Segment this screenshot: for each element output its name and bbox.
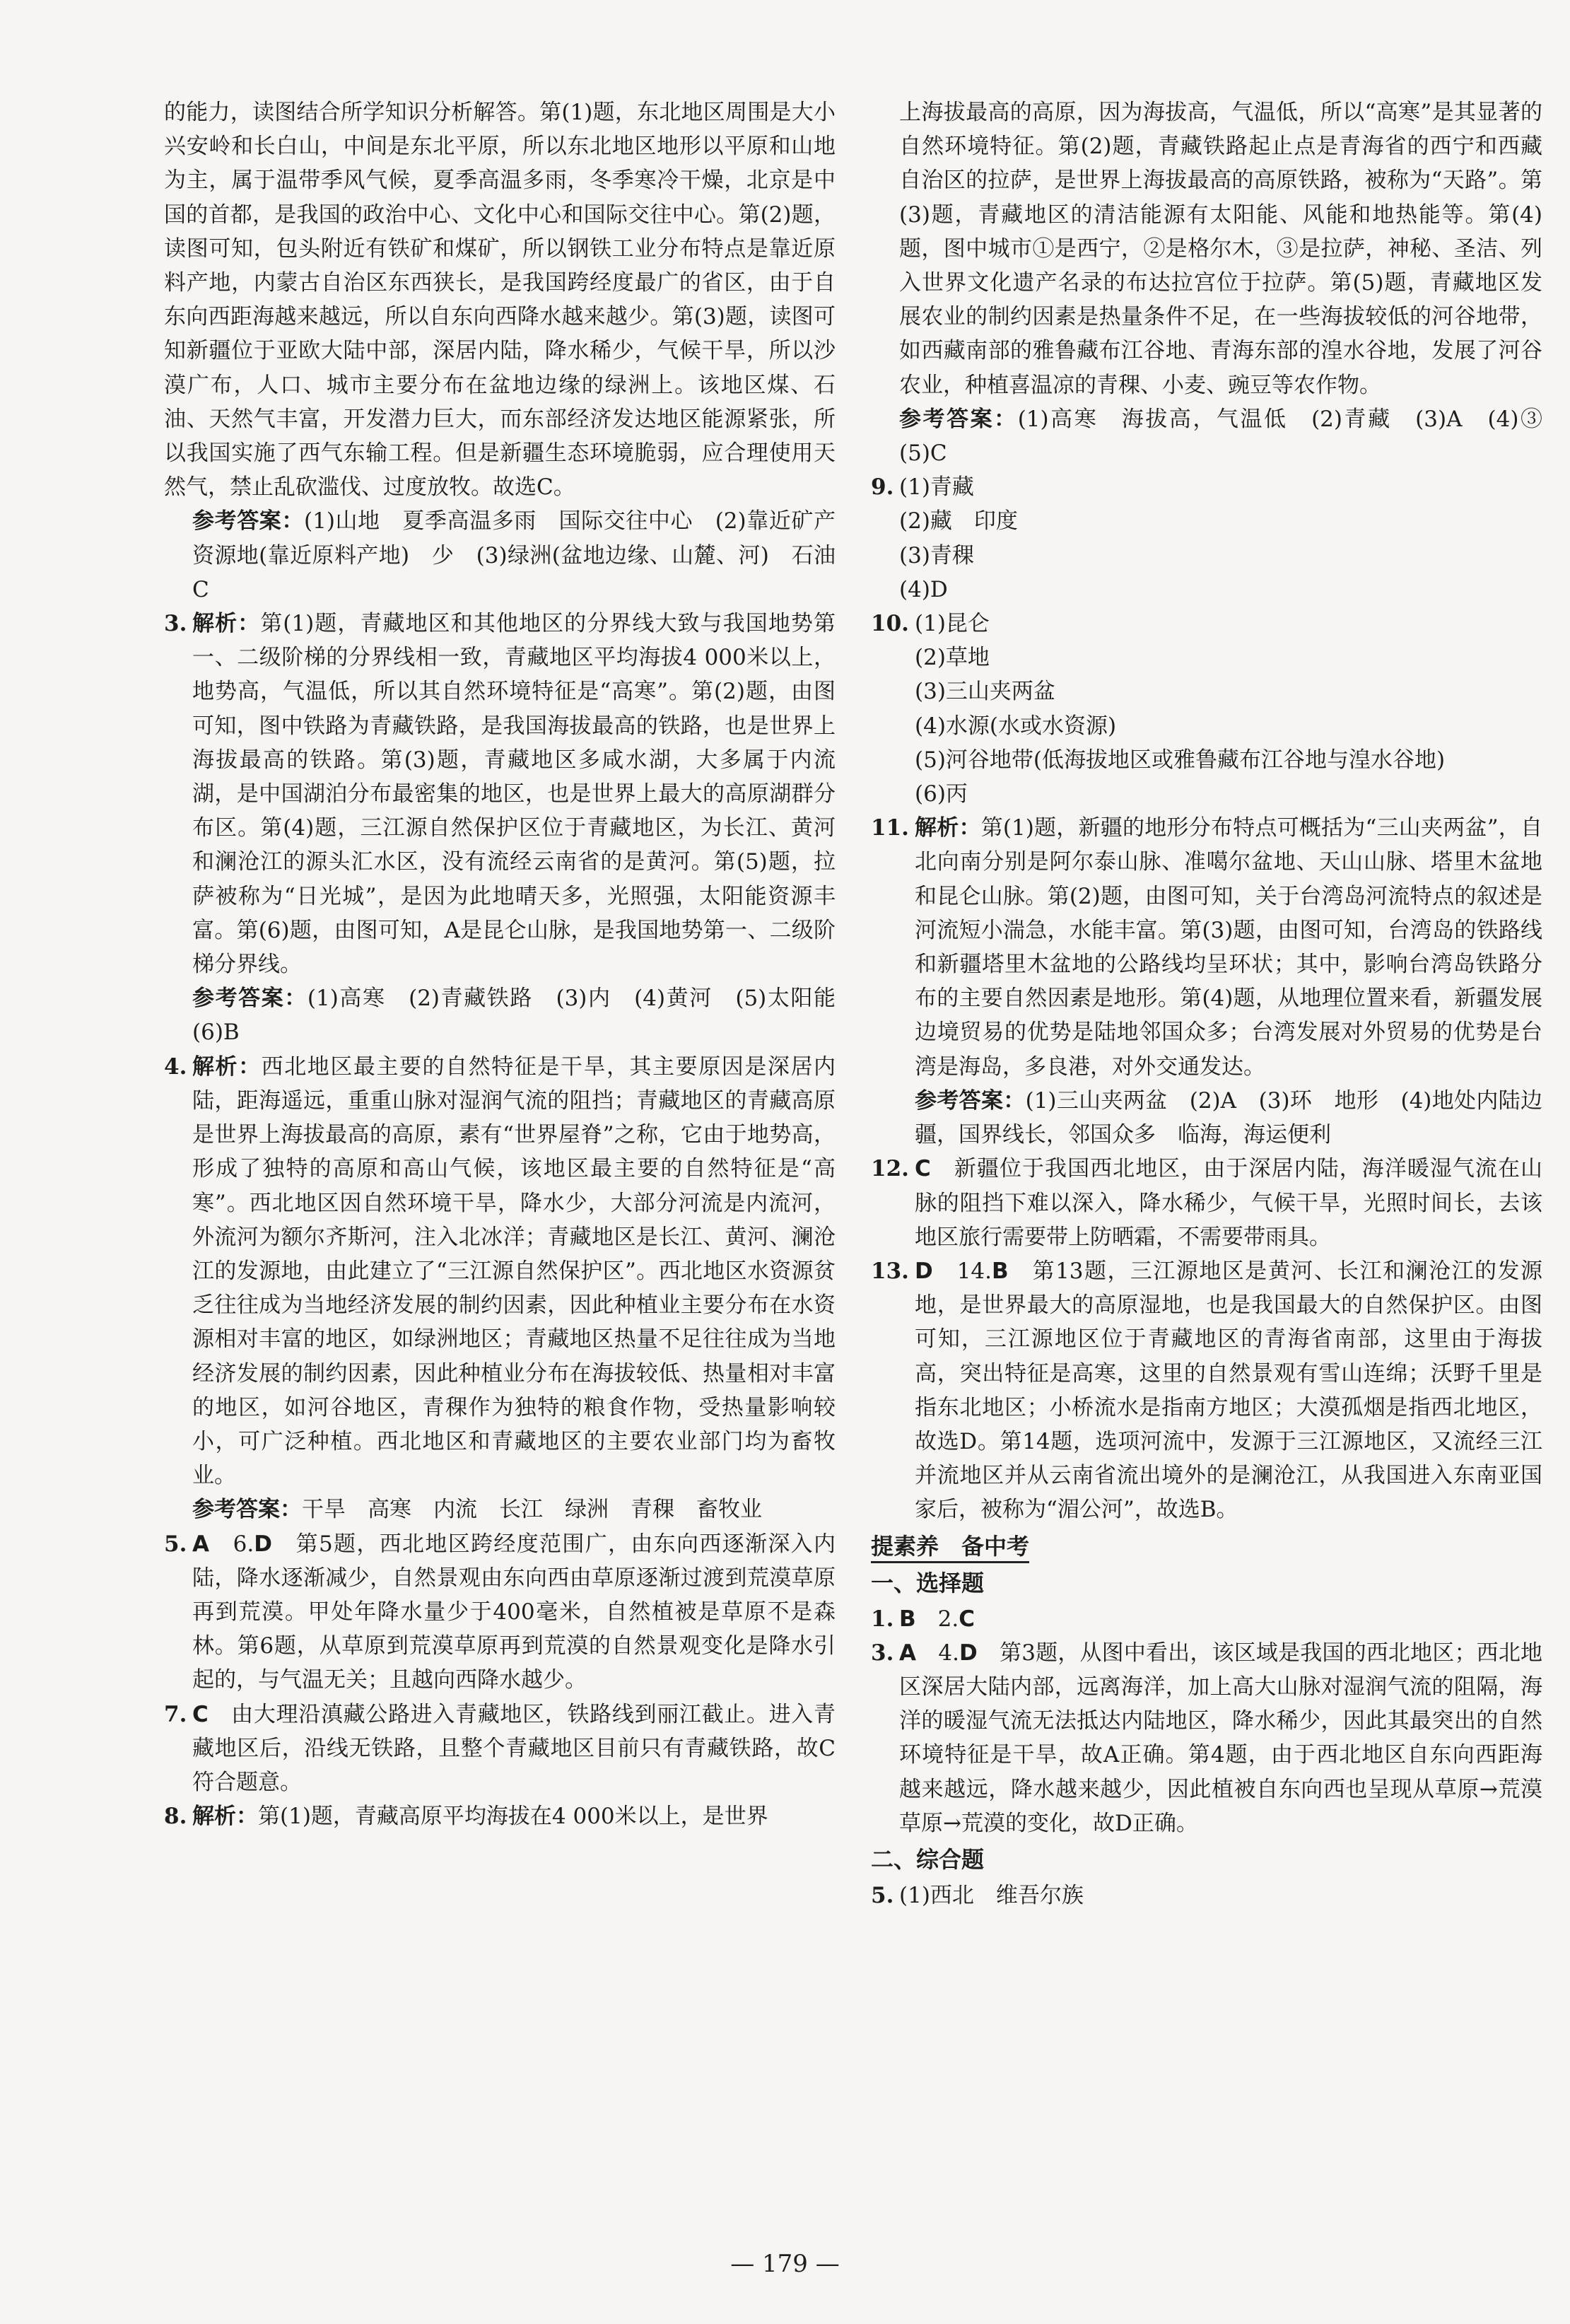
answer-label: 参考答案： xyxy=(192,508,304,535)
answer-text: (1)西北 维吾尔族 xyxy=(899,1882,1084,1908)
answer-line: (1)青藏 xyxy=(899,474,974,501)
question-number: 5. xyxy=(871,1882,894,1908)
question-5-6 xyxy=(164,1527,836,1698)
choice-answer: A xyxy=(899,1640,916,1666)
question-number: 14. xyxy=(956,1258,992,1284)
question-5-comprehensive xyxy=(871,1879,1542,1913)
subsection-choice: 一、选择题 xyxy=(871,1569,985,1596)
answer-text: (1)高寒 海拔高，气温低 (2)青藏 (3)A (4)③ (5)C xyxy=(899,406,1564,467)
question-number: 13. xyxy=(871,1258,909,1284)
question-11 xyxy=(871,811,1542,1084)
analysis-label: 解析： xyxy=(915,815,981,841)
question-7 xyxy=(164,1698,836,1800)
answer-line: (1)昆仑 xyxy=(915,611,990,637)
question-13-14 xyxy=(871,1254,1542,1527)
question-number: 4. xyxy=(938,1640,959,1666)
choice-answer: C xyxy=(959,1606,975,1632)
question-number: 4. xyxy=(164,1053,187,1080)
answer-label: 参考答案： xyxy=(192,1497,302,1523)
question-1-2 xyxy=(871,1602,1542,1636)
analysis-text: 第(1)题，青藏高原平均海拔在4 000米以上，是世界 xyxy=(258,1804,768,1830)
choice-answer: B xyxy=(899,1606,916,1632)
reference-answer-3 xyxy=(164,981,857,1049)
choice-answer: C xyxy=(915,1156,931,1182)
right-column xyxy=(871,95,1564,1913)
section-header xyxy=(871,1529,1542,1564)
answer-text: (1)山地 夏季高温多雨 国际交往中心 (2)靠近矿产资源地(靠近原料产地) 少 (3)绿洲(盆地边缘、山麓、河) 石油 C xyxy=(192,508,857,602)
answer-line: (2)草地 xyxy=(915,645,990,671)
question-4 xyxy=(164,1050,836,1493)
choice-answer: B xyxy=(992,1258,1009,1284)
question-number: 11. xyxy=(871,815,909,841)
question-number: 3. xyxy=(871,1640,894,1666)
question-number: 6. xyxy=(233,1531,254,1557)
choice-answer: D xyxy=(915,1258,933,1284)
question-number: 9. xyxy=(871,474,894,501)
reference-answer-4 xyxy=(164,1493,836,1526)
choice-answer: D xyxy=(254,1531,272,1557)
analysis-text: 由大理沿滇藏公路进入青藏地区，铁路线到丽江截止。进入青藏地区后，沿线无铁路，且整个青藏地区目前只有青藏铁路，故C符合题意。 xyxy=(192,1701,836,1795)
question-12 xyxy=(871,1152,1542,1254)
reference-answer-8 xyxy=(871,402,1564,470)
reference-answer-2 xyxy=(164,504,857,607)
answer-line: (3)三山夹两盆 xyxy=(915,679,1055,705)
analysis-text: 第(1)题，青藏地区和其他地区的分界线大致与我国地势第一、二级阶梯的分界线相一致，青藏地区平均海拔4 000米以上，地势高，气温低，所以其自然环境特征是“高寒”。第(2)题，由图可知，图中铁路为青藏铁路，是我国海拔最高的铁路，也是世界上海拔最高的铁路。第(3)题，青藏地区多咸水湖，大多属于内流湖，是中国湖泊分布最密集的地区，也是世界上最大的高原湖群分布区。第(4)题，三江源自然保护区位于青藏地区，为长江、黄河和澜沧江的源头汇水区，没有流经云南省的是黄河。第(5)题，拉萨被称为“日光城”，是因为此地晴天多，光照强，太阳能资源丰富。第(6)题，由图可知，A是昆仑山脉，是我国地势第一、二级阶梯分界线。 xyxy=(192,611,836,978)
answer-explanation-continued: 的能力，读图结合所学知识分析解答。第(1)题，东北地区周围是大小兴安岭和长白山，中间是东北平原，所以东北地区地形以平原和山地为主，属于温带季风气候，夏季高温多雨，冬季寒冷干燥，北京是中国的首都，是我国的政治中心、文化中心和国际交往中心。第(2)题，读图可知，包头附近有铁矿和煤矿，所以钢铁工业分布特点是靠近原料产地，内蒙古自治区东西狭长，是我国跨经度最广的省区，由于自东向西距海越来越远，所以自东向西降水越来越少。第(3)题，读图可知新疆位于亚欧大陆中部，深居内陆，降水稀少，气候干旱，所以沙漠广布，人口、城市主要分布在盆地边缘的绿洲上。该地区煤、石油、天然气丰富，开发潜力巨大，而东部经济发达地区能源紧张，所以我国实施了西气东输工程。但是新疆生态环境脆弱，应合理使用天然气，禁止乱砍滥伐、过度放牧。故选C。 xyxy=(164,100,836,501)
answer-label: 参考答案： xyxy=(915,1087,1026,1114)
answer-line: (5)河谷地带(低海拔地区或雅鲁藏布江谷地与湟水谷地) xyxy=(915,747,1446,773)
choice-answer: A xyxy=(192,1531,209,1557)
question-number: 3. xyxy=(164,611,187,637)
analysis-label: 解析： xyxy=(192,611,261,637)
question-number: 8. xyxy=(164,1804,187,1830)
choice-answer: C xyxy=(192,1701,209,1727)
answer-line: (4)水源(水或水资源) xyxy=(915,713,1117,739)
question-number: 10. xyxy=(871,611,909,637)
question-number: 1. xyxy=(871,1606,894,1632)
question-number: 2. xyxy=(937,1606,959,1632)
analysis-text: 西北地区最主要的自然特征是干旱，其主要原因是深居内陆，距海遥远，重重山脉对湿润气流的阻挡；青藏地区的青藏高原是世界上海拔最高的高原，素有“世界屋脊”之称，它由于地势高，形成了独特的高原和高山气候，该地区最主要的自然特征是“高寒”。西北地区因自然环境干旱，降水少，大部分河流是内流河，外流河为额尔齐斯河，注入北冰洋；青藏地区是长江、黄河、澜沧江的发源地，由此建立了“三江源自然保护区”。西北地区水资源贫乏往往成为当地经济发展的制约因素，因此种植业主要分布在水资源相对丰富的地区，如绿洲地区；青藏地区热量不足往往成为当地经济发展的制约因素，因此种植业分布在海拔较低、热量相对丰富的地区，如河谷地区，青稞作为独特的粮食作物，受热量影响较小，可广泛种植。西北地区和青藏地区的主要农业部门均为畜牧业。 xyxy=(192,1053,836,1489)
subsection-comprehensive: 二、综合题 xyxy=(871,1845,985,1873)
analysis-label: 解析： xyxy=(192,1804,258,1830)
analysis-text: 第13题，三江源地区是黄河、长江和澜沧江的发源地，是世界最大的高原湿地，也是我国最大的自然保护区。由图可知，三江源地区位于青藏地区的青海省南部，这里由于海拔高，突出特征是高寒，这里的自然景观有雪山连绵；沃野千里是指东北地区；小桥流水是指南方地区；大漠孤烟是指西北地区，故选D。第14题，选项河流中，发源于三江源地区，又流经三江并流地区并从云南省流出境外的是澜沧江，从我国进入东南亚国家后，被称为“湄公河”，故选B。 xyxy=(915,1258,1542,1523)
question-number: 12. xyxy=(871,1156,909,1182)
analysis-text: 新疆位于我国西北地区，由于深居内陆，海洋暖湿气流在山脉的阻挡下难以深入，降水稀少，气候干旱，光照时间长，去该地区旅行需要带上防晒霜，不需要带雨具。 xyxy=(915,1156,1542,1250)
question-9 xyxy=(871,470,1542,607)
answer-label: 参考答案： xyxy=(899,406,1018,432)
analysis-label: 解析： xyxy=(192,1053,262,1080)
question-8-continued: 上海拔最高的高原，因为海拔高，气温低，所以“高寒”是其显著的自然环境特征。第(2)题，青藏铁路起止点是青海省的西宁和西藏自治区的拉萨，是世界上海拔最高的高原铁路，被称为“天路”。第(3)题，青藏地区的清洁能源有太阳能、风能和地热能等。第(4)题，图中城市①是西宁，②是格尔木，③是拉萨，神秘、圣洁、列入世界文化遗产名录的布达拉宫位于拉萨。第(5)题，青藏地区发展农业的制约因素是热量条件不足，在一些海拔较低的河谷地带，如西藏南部的雅鲁藏布江谷地、青海东部的湟水谷地，发展了河谷农业，种植喜温凉的青稞、小麦、豌豆等农作物。 xyxy=(899,100,1542,398)
page-number: — 179 — xyxy=(730,2250,840,2278)
analysis-text: 第(1)题，新疆的地形分布特点可概括为“三山夹两盆”，自北向南分别是阿尔泰山脉、准噶尔盆地、天山山脉、塔里木盆地和昆仑山脉。第(2)题，由图可知，关于台湾岛河流特点的叙述是河流短小湍急，水能丰富。第(3)题，由图可知，台湾岛的铁路线和新疆塔里木盆地的公路线均呈环状；其中，影响台湾岛铁路分布的主要自然因素是地形。第(4)题，从地理位置来看，新疆发展边境贸易的优势是陆地邻国众多；台湾发展对外贸易的优势是台湾是海岛，多良港，对外交通发达。 xyxy=(915,815,1542,1080)
answer-text: 干旱 高寒 内流 长江 绿洲 青稞 畜牧业 xyxy=(302,1497,762,1523)
question-8 xyxy=(164,1799,836,1833)
choice-answer: D xyxy=(959,1640,978,1666)
left-column xyxy=(164,95,857,1833)
answer-line: (2)藏 印度 xyxy=(899,508,1018,535)
answer-line: (3)青稞 xyxy=(899,542,974,568)
answer-line: (4)D xyxy=(899,576,948,602)
analysis-text: 第5题，西北地区跨经度范围广，由东向西逐渐深入内陆，降水逐渐减少，自然景观由东向西由草原逐渐过渡到荒漠草原再到荒漠。甲处年降水量少于400毫米，自然植被是草原不是森林。第6题，从草原到荒漠草原再到荒漠的自然景观变化是降水引起的，与气温无关；且越向西降水越少。 xyxy=(192,1531,836,1693)
question-3-4 xyxy=(871,1636,1542,1840)
question-10 xyxy=(871,607,1542,811)
answer-label: 参考答案： xyxy=(192,986,307,1012)
question-number: 5. xyxy=(164,1531,187,1557)
answer-text: (1)高寒 (2)青藏铁路 (3)内 (4)黄河 (5)太阳能 (6)B xyxy=(192,986,857,1046)
analysis-text: 第3题，从图中看出，该区域是我国的西北地区；西北地区深居大陆内部，远离海洋，加上高大山脉对湿润气流的阻隔，海洋的暖湿气流无法抵达内陆地区，降水稀少，因此其最突出的自然环境特征是干旱，故A正确。第4题，由于西北地区自东向西距海越来越远，降水越来越少，因此植被自东向西也呈现从草原→荒漠草原→荒漠的变化，故D正确。 xyxy=(899,1640,1542,1836)
answer-line: (6)丙 xyxy=(915,781,968,807)
reference-answer-11 xyxy=(871,1084,1542,1152)
answer-text: (1)三山夹两盆 (2)A (3)环 地形 (4)地处内陆边疆，国界线长，邻国众多 临海，海运便利 xyxy=(915,1087,1542,1148)
section-title: 提素养 备中考 xyxy=(871,1533,1029,1563)
question-number: 7. xyxy=(164,1701,187,1727)
question-3 xyxy=(164,607,836,981)
